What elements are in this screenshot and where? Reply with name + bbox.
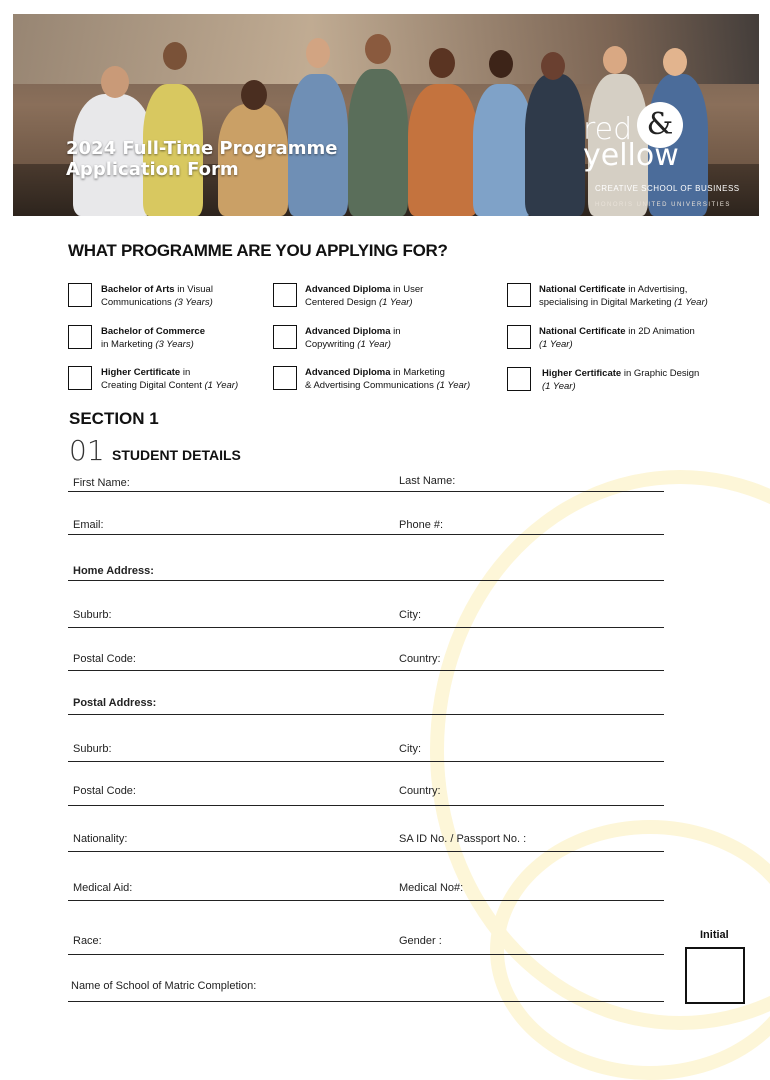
postal-country-field[interactable] [68, 670, 664, 671]
email-phone-field[interactable] [68, 534, 664, 535]
checkbox[interactable] [68, 366, 92, 390]
option-duration: (1 Year) [542, 381, 576, 392]
id-passport-label: SA ID No. / Passport No. : [399, 833, 527, 845]
checkbox[interactable] [273, 283, 297, 307]
suburb-label: Suburb: [73, 609, 112, 621]
option-bold: National Certificate [539, 284, 626, 295]
option-duration: (1 Year) [357, 339, 391, 350]
country-label: Country: [399, 653, 441, 665]
section-subtitle: STUDENT DETAILS [112, 447, 241, 463]
postal-country-field-2[interactable] [68, 805, 664, 806]
option-duration: (1 Year) [674, 297, 708, 308]
student-head [306, 38, 330, 68]
checkbox[interactable] [507, 367, 531, 391]
option-duration: (3 Years) [155, 339, 194, 350]
logo-tagline: CREATIVE SCHOOL OF BUSINESS [595, 184, 740, 193]
medical-no-label: Medical No#: [399, 882, 464, 894]
gender-label: Gender : [399, 935, 442, 947]
option-rest: in User [390, 284, 424, 295]
programme-option-ad-marketing-advertising[interactable] [273, 366, 470, 392]
first-last-name-field[interactable] [68, 491, 664, 492]
student-head [241, 80, 267, 110]
option-duration: (1 Year) [378, 297, 413, 308]
option-rest: in Graphic Design [621, 368, 700, 379]
option-line2: Copywriting [305, 339, 358, 350]
postal-address-field[interactable] [68, 714, 664, 715]
medical-field[interactable] [68, 900, 664, 901]
programme-option-bcom-marketing[interactable] [68, 325, 205, 351]
programme-option-hc-graphic-design[interactable] [507, 367, 699, 393]
option-line2: in Marketing [101, 339, 156, 350]
option-rest: in [390, 326, 401, 337]
student-head [101, 66, 129, 98]
form-title-line1: 2024 Full-Time Programme [66, 138, 338, 159]
student-head [163, 42, 187, 70]
option-rest: in Advertising, [625, 284, 688, 295]
option-bold: Bachelor of Arts [101, 284, 175, 295]
race-gender-field[interactable] [68, 954, 664, 955]
student-figure [473, 84, 533, 216]
option-duration: (1 Year) [539, 339, 573, 350]
checkbox[interactable] [273, 325, 297, 349]
checkbox[interactable] [507, 325, 531, 349]
form-title [66, 138, 338, 180]
nationality-id-field[interactable] [68, 851, 664, 852]
logo-word-yellow: yellow [583, 138, 679, 173]
option-rest: in Marketing [390, 367, 445, 378]
email-label: Email: [73, 519, 104, 531]
programme-option-nc-2d-animation[interactable] [507, 325, 695, 351]
option-bold: Higher Certificate [542, 368, 622, 379]
student-figure [525, 74, 585, 216]
suburb-city-field[interactable] [68, 627, 664, 628]
student-head [541, 52, 565, 80]
postal-address-label: Postal Address: [73, 697, 157, 709]
suburb-city-field-2[interactable] [68, 761, 664, 762]
student-figure [408, 84, 478, 216]
programme-option-ad-ucd[interactable] [273, 283, 423, 309]
city-label: City: [399, 609, 421, 621]
phone-label: Phone #: [399, 519, 444, 531]
initial-label: Initial [700, 929, 729, 941]
checkbox[interactable] [68, 325, 92, 349]
school-field[interactable] [68, 1001, 664, 1002]
checkbox[interactable] [273, 366, 297, 390]
option-bold: Advanced Diploma [305, 326, 391, 337]
school-label: Name of School of Matric Completion: [71, 980, 257, 992]
home-address-field[interactable] [68, 580, 664, 581]
option-line2: Centered Design [305, 297, 379, 308]
programme-option-ad-copywriting[interactable] [273, 325, 401, 351]
race-label: Race: [73, 935, 102, 947]
option-bold: Advanced Diploma [305, 284, 391, 295]
home-address-label: Home Address: [73, 565, 154, 577]
option-line2: Communications [101, 297, 175, 308]
last-name-label: Last Name: [399, 475, 456, 487]
student-head [365, 34, 391, 64]
programme-option-ba-visual-comms[interactable] [68, 283, 213, 309]
option-line2: & Advertising Communications [305, 380, 437, 391]
option-rest: in Visual [174, 284, 213, 295]
student-head [489, 50, 513, 78]
student-head [603, 46, 627, 74]
nationality-label: Nationality: [73, 833, 128, 845]
city-label-2: City: [399, 743, 421, 755]
postal-code-label: Postal Code: [73, 653, 136, 665]
country-label-2: Country: [399, 785, 441, 797]
programme-option-nc-advertising[interactable] [507, 283, 708, 309]
suburb-label-2: Suburb: [73, 743, 112, 755]
student-head [663, 48, 687, 76]
programme-option-hc-digital-content[interactable] [68, 366, 238, 392]
medical-aid-label: Medical Aid: [73, 882, 133, 894]
student-figure [348, 69, 408, 216]
option-bold: Higher Certificate [101, 367, 181, 378]
logo-word-red: red [583, 112, 633, 147]
logo-honoris: HONORIS UNITED UNIVERSITIES [595, 202, 731, 208]
logo-ampersand: & [637, 102, 683, 148]
checkbox[interactable] [68, 283, 92, 307]
student-head [429, 48, 455, 78]
option-line2: specialising in Digital Marketing [539, 297, 675, 308]
option-duration: (3 Years) [174, 297, 213, 308]
section-number: 01 [69, 434, 105, 467]
initial-box[interactable] [685, 947, 745, 1004]
checkbox[interactable] [507, 283, 531, 307]
programme-heading: WHAT PROGRAMME ARE YOU APPLYING FOR? [68, 241, 448, 260]
section-title: SECTION 1 [69, 409, 159, 428]
postal-code-label-2: Postal Code: [73, 785, 136, 797]
option-rest: in 2D Animation [625, 326, 695, 337]
option-bold: Bachelor of Commerce [101, 326, 206, 337]
option-bold: National Certificate [539, 326, 626, 337]
option-line2: Creating Digital Content [101, 380, 205, 391]
form-title-line2: Application Form [66, 159, 239, 180]
option-rest: in [180, 367, 191, 378]
hero-banner-image [13, 14, 759, 216]
option-duration: (1 Year) [436, 380, 471, 391]
option-duration: (1 Year) [204, 380, 239, 391]
first-name-label: First Name: [73, 477, 130, 489]
option-bold: Advanced Diploma [305, 367, 391, 378]
